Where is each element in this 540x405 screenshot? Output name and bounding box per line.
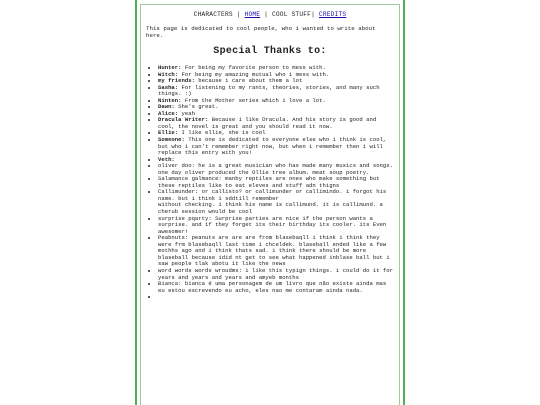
item-name: Sasha:: [158, 83, 179, 91]
list-item: [158, 281, 394, 294]
item-name: Ninten:: [158, 96, 182, 104]
item-text-continued: without checking. i think his name is callimund. it is callimund. a cherub session would be cool: [158, 201, 387, 216]
list-item: [158, 294, 394, 301]
list-item: [158, 235, 394, 268]
item-name: Ellie:: [158, 129, 179, 137]
item-name: Hunter:: [158, 64, 182, 71]
item-text: yeah: [178, 109, 195, 117]
item-text: For listening to my rants, theories, stories, and many such things. :): [158, 83, 383, 98]
item-name: Alice:: [158, 109, 179, 117]
item-name: Dracula Writer:: [158, 116, 209, 124]
list-item: [158, 216, 394, 236]
item-name: Dawn:: [158, 103, 175, 111]
item-text: For being my favorite person to mess with.: [181, 64, 326, 71]
item-text: because i care about them a lot: [194, 77, 303, 85]
nav-separator: |: [311, 11, 319, 18]
nav-credits-link[interactable]: CREDITS: [318, 11, 347, 18]
item-text: surprise pqarty: Surprise parties are nice if the person wants a surprise. and if they forget its their birthday its cooler. its Even awesomer!: [158, 214, 390, 235]
nav-home-link[interactable]: HOME: [244, 11, 261, 18]
nav-separator: |: [260, 11, 272, 18]
item-text: Because i like Dracula. And his story is good and cool, the novel is great and you should read it now.: [158, 116, 380, 130]
item-name: Someone:: [158, 136, 185, 144]
item-text: Peabnuts: peanuts are are are from blasebaqll i think i think they were frm blasebaqll last time i chceldek. blaseball ended like a few mothhs ago and i think thats sad. i think there should be more blaseball because idid nt get to see what happened inblase ball but i saw people tlak abotu it like the news: [158, 234, 393, 268]
item-text: For being my amazing mutual who i mess with.: [178, 70, 330, 78]
page-title: Special Thanks to:: [213, 46, 327, 57]
nav-characters: CHARACTERS: [193, 11, 233, 18]
nav-separator: |: [232, 11, 245, 18]
item-name: Witch:: [158, 70, 179, 78]
item-name: my friends:: [158, 77, 195, 85]
item-name: Veth:: [158, 155, 175, 163]
list-item: [158, 189, 394, 215]
item-text: Salamance galmance: manby reptiles are ones who make something but these reptiles like to eat eleves and stuff adn thigns: [158, 175, 383, 189]
item-text: oliver doo: he is a great musician who has made many musics and songs. one day oliver produced the Ollie tree album. meat soup poetry.: [158, 162, 397, 176]
item-text: This one is dedicated to everyone else who i think is cool, but who i can't remember right now, but when i remember then i will replace this entry with you!: [158, 136, 390, 157]
item-text: From the Mother series which i love a lot.: [181, 96, 326, 104]
list-item: [158, 137, 394, 157]
intro-text: This page is dedicated to cool people, who i wanted to write about here.: [146, 25, 376, 39]
content-panel: [140, 4, 400, 405]
top-nav: [146, 11, 394, 18]
item-text: Bianca: bianca é uma personagem de um livro que não existe ainda mas eu estou escrevendo eu acho, eles nao me contaram ainda nada.: [158, 280, 390, 294]
item-text: I like ellie, she is cool: [178, 129, 266, 137]
item-text: word words words wroudms: i like this typign things. i could do it for years and years and years and amyeb months: [158, 266, 397, 281]
item-text: Callimunder: or callisto? or callimunder or callimindo. i forgot his name. but i think i sddtill remember: [158, 188, 390, 202]
thanks-list: [146, 64, 397, 301]
page-frame: [135, 0, 405, 405]
item-text: She's great.: [174, 103, 219, 111]
nav-cool-stuff: COOL STUFF: [271, 11, 312, 18]
